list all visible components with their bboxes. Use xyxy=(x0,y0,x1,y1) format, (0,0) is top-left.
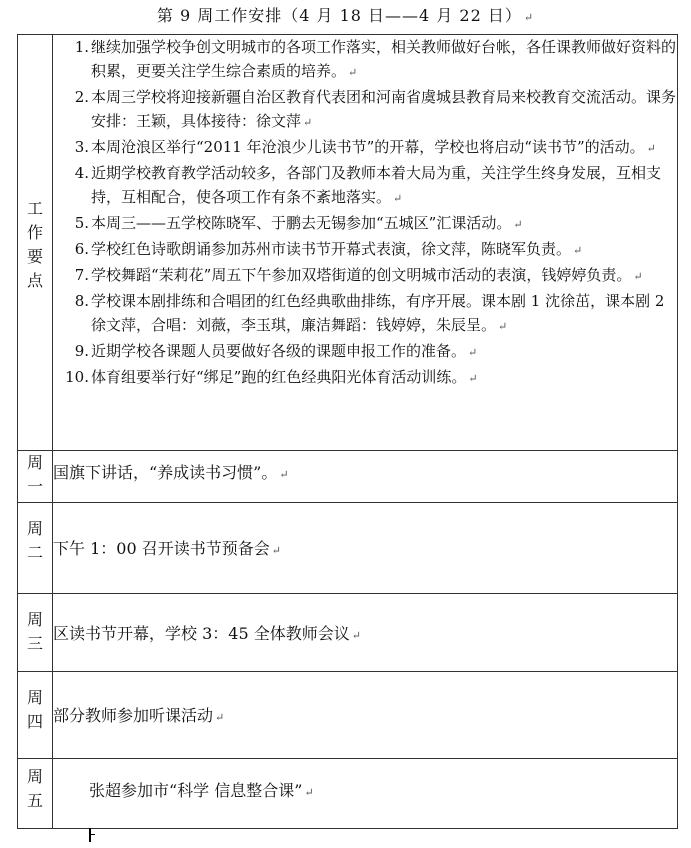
day-label-cell xyxy=(18,503,53,594)
day-label: 周五 xyxy=(26,767,43,810)
day-content-cell[interactable]: 部分教师参加听课活动 ↵ xyxy=(53,672,678,759)
list-item: 3. 本周沧浪区举行“2011 年沧浪少儿读书节”的开幕，学校也将启动“读书节”的活动。 ↵ xyxy=(74,138,656,156)
list-item: 8. 学校课本剧排练和合唱团的红色经典歌曲排练，有序开展。课本剧 1 沈徐茁，课本剧 2 徐文萍，合唱：刘薇，李玉琪，廉洁舞蹈：钱婷婷，朱辰呈。 ↵ xyxy=(74,292,665,334)
day-label-cell xyxy=(18,759,53,829)
day-row-thursday xyxy=(18,672,678,759)
points-cell[interactable] xyxy=(53,35,678,451)
day-content-cell[interactable]: 下午 1：00 召开读书节预备会 ↵ xyxy=(53,503,678,594)
list-item: 1. 继续加强学校争创文明城市的各项工作落实，相关教师做好台帐，各任课教师做好资料的积累，更要关注学生综合素质的培养。 ↵ xyxy=(74,38,677,80)
list-item: 10. 体育组要举行好“绑足”跑的红色经典阳光体育活动训练。 ↵ xyxy=(65,368,478,386)
day-label-cell xyxy=(18,594,53,672)
day-content-cell[interactable]: 国旗下讲话，“养成读书习惯”。 ↵ xyxy=(53,451,678,503)
day-row-monday xyxy=(18,451,678,503)
day-label-cell xyxy=(18,672,53,759)
day-label: 周四 xyxy=(26,688,43,731)
day-row-friday xyxy=(18,759,678,829)
day-label: 周一 xyxy=(26,453,43,496)
list-item: 7. 学校舞蹈“茉莉花”周五下午参加双塔街道的创文明城市活动的表演，钱婷婷负责。 ↵ xyxy=(74,266,643,284)
points-label-cell xyxy=(18,35,53,451)
day-label-cell xyxy=(18,451,53,503)
points-label: 工作要点 xyxy=(26,199,43,290)
schedule-table xyxy=(17,34,678,829)
list-item: 9. 近期学校各课题人员要做好各级的课题申报工作的准备。 ↵ xyxy=(74,342,478,360)
list-item: 5. 本周三——五学校陈晓军、于鹏去无锡参加“五城区”汇课活动。 ↵ xyxy=(74,214,523,232)
points-row xyxy=(18,35,678,451)
day-content-cell[interactable]: 区读书节开幕，学校 3：45 全体教师会议 ↵ xyxy=(53,594,678,672)
day-row-tuesday xyxy=(18,503,678,594)
paragraph-mark-icon: ↵ xyxy=(523,11,535,24)
day-label: 周二 xyxy=(26,519,43,562)
day-row-wednesday xyxy=(18,594,678,672)
list-item: 2. 本周三学校将迎接新疆自治区教育代表团和河南省虞城县教育局来校教育交流活动。课务安排：王颖，具体接待：徐文萍 ↵ xyxy=(74,88,677,130)
day-content-cell[interactable]: 张超参加市“科学 信息整合课” ↵ xyxy=(53,759,678,829)
points-list xyxy=(53,35,677,391)
page-title: 第 9 周工作安排（4 月 18 日——4 月 22 日） ↵ xyxy=(156,6,535,25)
day-label: 周三 xyxy=(26,610,43,653)
text-cursor-icon xyxy=(89,828,91,842)
list-item: 6. 学校红色诗歌朗诵参加苏州市读书节开幕式表演，徐文萍，陈晓军负责。 ↵ xyxy=(74,240,583,258)
list-item: 4. 近期学校教育教学活动较多，各部门及教师本着大局为重，关注学生终身发展，互相支持，互相配合，使各项工作有条不紊地落实。 ↵ xyxy=(74,164,662,206)
